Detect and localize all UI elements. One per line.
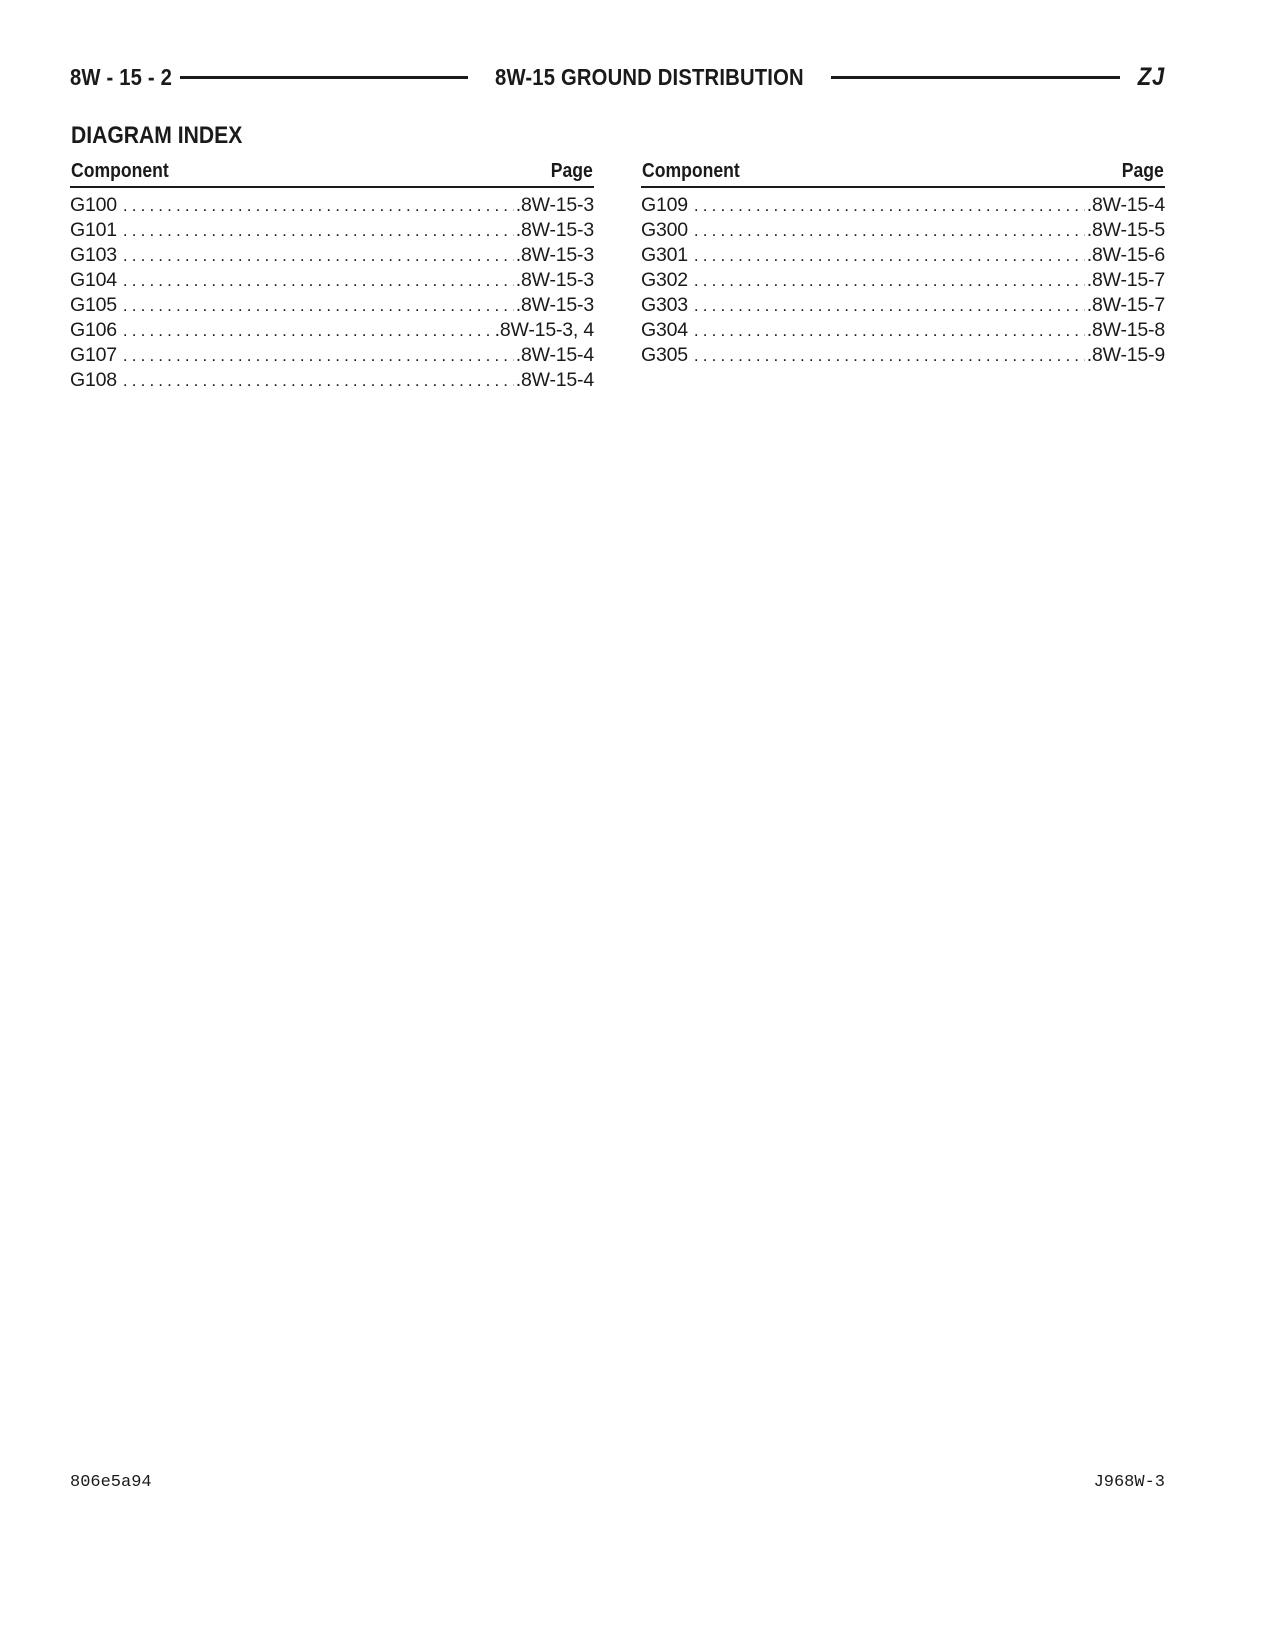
component-name: G108: [70, 369, 117, 391]
page-reference: 8W - 15 - 2: [70, 63, 173, 90]
table-row: [70, 194, 594, 219]
table-row: [641, 219, 1165, 244]
index-table-left: [70, 158, 594, 394]
header-rule-right: [831, 76, 1120, 79]
dot-leader: [123, 246, 514, 266]
component-name: G101: [70, 219, 117, 241]
table-row: [70, 269, 594, 294]
dot-leader: [123, 221, 514, 241]
dot-leader: [123, 346, 514, 366]
page-reference-cell: .8W-15-5: [1086, 219, 1165, 241]
page-reference-cell: .8W-15-3: [515, 194, 594, 216]
component-name: G109: [641, 194, 688, 216]
component-name: G103: [70, 244, 117, 266]
dot-leader: [123, 321, 493, 341]
footer-doc-code: J968W-3: [1093, 1473, 1165, 1492]
diagram-index-title: DIAGRAM INDEX: [71, 122, 243, 149]
page-reference-cell: .8W-15-8: [1086, 319, 1165, 341]
dot-leader: [694, 246, 1085, 266]
column-header-page: Page: [1121, 160, 1164, 182]
column-header-page: Page: [550, 160, 593, 182]
table-row: [70, 219, 594, 244]
dot-leader: [123, 196, 514, 216]
component-name: G304: [641, 319, 688, 341]
dot-leader: [694, 196, 1085, 216]
page-reference-cell: .8W-15-4: [1086, 194, 1165, 216]
model-code: ZJ: [1137, 62, 1165, 91]
table-row: [70, 244, 594, 269]
table-row: [641, 194, 1165, 219]
table-header: [70, 158, 594, 188]
footer-image-code: 806e5a94: [70, 1473, 152, 1492]
page-reference-cell: .8W-15-3: [515, 294, 594, 316]
column-header-component: Component: [642, 160, 740, 182]
page-reference-cell: .8W-15-3: [515, 244, 594, 266]
page-reference-cell: .8W-15-4: [515, 344, 594, 366]
table-row: [641, 294, 1165, 319]
table-row: [70, 294, 594, 319]
table-row: [641, 244, 1165, 269]
header-rule-left: [180, 76, 469, 79]
dot-leader: [123, 271, 514, 291]
dot-leader: [694, 321, 1085, 341]
dot-leader: [694, 346, 1085, 366]
table-row: [70, 344, 594, 369]
page-reference-cell: .8W-15-7: [1086, 294, 1165, 316]
component-name: G106: [70, 319, 117, 341]
component-name: G303: [641, 294, 688, 316]
table-row: [70, 369, 594, 394]
page-reference-cell: .8W-15-3: [515, 269, 594, 291]
component-name: G100: [70, 194, 117, 216]
dot-leader: [694, 221, 1085, 241]
section-title: 8W-15 GROUND DISTRIBUTION: [495, 63, 805, 90]
dot-leader: [123, 296, 514, 316]
page-reference-cell: .8W-15-6: [1086, 244, 1165, 266]
dot-leader: [123, 371, 514, 391]
page-reference-cell: .8W-15-3: [515, 219, 594, 241]
component-name: G104: [70, 269, 117, 291]
component-name: G305: [641, 344, 688, 366]
table-rows: [641, 194, 1165, 369]
table-row: [641, 269, 1165, 294]
table-row: [70, 319, 594, 344]
page-reference-cell: .8W-15-7: [1086, 269, 1165, 291]
component-name: G302: [641, 269, 688, 291]
dot-leader: [694, 296, 1085, 316]
component-name: G105: [70, 294, 117, 316]
table-header: [641, 158, 1165, 188]
component-name: G301: [641, 244, 688, 266]
component-name: G107: [70, 344, 117, 366]
table-row: [641, 344, 1165, 369]
component-name: G300: [641, 219, 688, 241]
index-table-right: [641, 158, 1165, 369]
page-reference-cell: .8W-15-9: [1086, 344, 1165, 366]
page-reference-cell: .8W-15-3, 4: [494, 319, 594, 341]
table-rows: [70, 194, 594, 394]
page-reference-cell: .8W-15-4: [515, 369, 594, 391]
table-row: [641, 319, 1165, 344]
column-header-component: Component: [71, 160, 169, 182]
page-header: [70, 60, 1165, 94]
dot-leader: [694, 271, 1085, 291]
